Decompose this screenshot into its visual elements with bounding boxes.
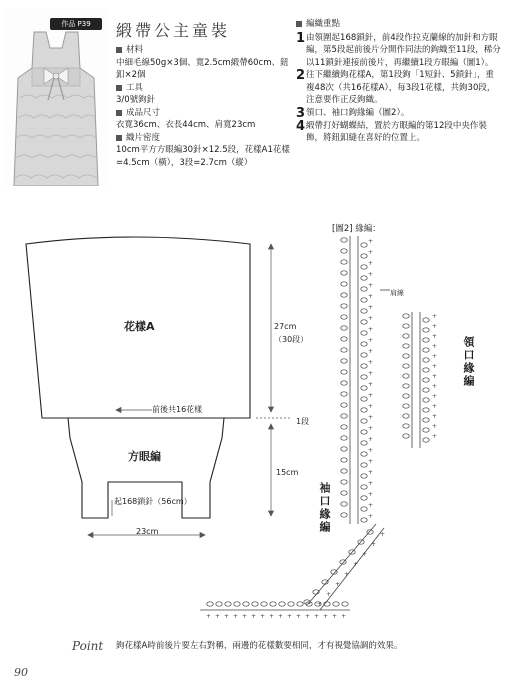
step-text: 由領圍起168鎖針，前4段作拉克蘭線的加針和方眼編，第5段起前後片分開作同法的鉤織至11段，稀分以11鎖針連接前後片，再繼續1段方眼編（圖1）。 <box>306 32 501 68</box>
stitch-mark: + <box>368 436 374 443</box>
stitch-loop <box>403 424 409 428</box>
stitch-mark: + <box>344 571 350 578</box>
stitch-loop <box>361 276 367 280</box>
page-number: 90 <box>14 666 28 679</box>
stitch-loop <box>234 602 240 606</box>
stitch-mark: + <box>432 333 438 340</box>
stitch-loop <box>361 364 367 368</box>
stitch-mark: + <box>432 343 438 350</box>
stitch-loop <box>341 282 347 286</box>
stitch-loop <box>403 434 409 438</box>
fig2-label: [圖2] 緣編： <box>332 224 381 234</box>
stitch-loop <box>341 370 347 374</box>
stitch-loop <box>341 425 347 429</box>
stitch-mark: + <box>432 393 438 400</box>
stitch-mark: + <box>368 491 374 498</box>
stitch-loop <box>342 602 348 606</box>
stitch-loop <box>403 334 409 338</box>
stitch-mark: + <box>368 304 374 311</box>
one-row-label: 1段 <box>296 417 310 426</box>
step-text: 緞帶打好蝴蝶結，置於方眼編的第12段中央作裝飾，將鈕釦縫在喜好的位置上。 <box>306 120 487 143</box>
stitch-mark: + <box>233 613 239 620</box>
stitch-mark: + <box>353 561 359 568</box>
stitch-mark: + <box>368 381 374 388</box>
stitch-mark: + <box>371 541 377 548</box>
method-step <box>296 32 502 70</box>
stitch-mark: + <box>432 403 438 410</box>
stitch-loop <box>341 337 347 341</box>
spec-body-gauge: 10cm平方方眼編30針×12.5段，花樣A1花樣=4.5cm（橫），3段=2.7cm（縱） <box>116 145 290 168</box>
stitch-loop <box>216 602 222 606</box>
stitch-mark: + <box>368 403 374 410</box>
stitch-loop <box>361 298 367 302</box>
stitch-loop <box>341 359 347 363</box>
stitch-loop <box>341 491 347 495</box>
stitch-loop <box>423 368 429 372</box>
stitch-loop <box>361 397 367 401</box>
stitch-loop <box>341 238 347 242</box>
stitch-loop <box>341 436 347 440</box>
stitch-loop <box>361 353 367 357</box>
stitch-loop <box>403 404 409 408</box>
stitch-loop <box>243 602 249 606</box>
stitch-loop <box>361 485 367 489</box>
stitch-mark: + <box>368 260 374 267</box>
stitch-loop <box>361 254 367 258</box>
stitch-loop <box>341 260 347 264</box>
stitch-mark: + <box>368 282 374 289</box>
stitch-loop <box>341 249 347 253</box>
stitch-mark: + <box>323 613 329 620</box>
width-label: 23cm <box>136 527 159 536</box>
stitch-mark: + <box>335 581 341 588</box>
stitch-mark: + <box>368 315 374 322</box>
stitch-loop <box>341 447 347 451</box>
stitch-loop <box>403 324 409 328</box>
stitch-loop <box>341 326 347 330</box>
stitch-loop <box>341 293 347 297</box>
stitch-mark: + <box>317 601 323 608</box>
stitch-mark: + <box>368 359 374 366</box>
stitch-mark: + <box>432 323 438 330</box>
method-head: 編織重點 <box>296 18 502 31</box>
stitch-loop <box>341 480 347 484</box>
spec-head-size: 成品尺寸 <box>116 107 296 120</box>
stitch-loop <box>403 364 409 368</box>
stitch-loop <box>361 496 367 500</box>
stitch-loop <box>261 602 267 606</box>
method-step <box>296 120 502 145</box>
stitch-loop <box>333 602 339 606</box>
stitch-loop <box>341 414 347 418</box>
stitch-mark: + <box>368 326 374 333</box>
stitch-loop <box>403 344 409 348</box>
dress-photo-illustration <box>4 8 108 186</box>
spec-body-tool: 3/0號鉤針 <box>116 95 156 105</box>
stitch-loop <box>341 403 347 407</box>
point-label: Point <box>72 639 104 653</box>
method-step <box>296 69 502 107</box>
spec-list <box>116 44 296 169</box>
stitch-mark: + <box>368 414 374 421</box>
stitch-mark: + <box>368 447 374 454</box>
stitch-loop <box>361 287 367 291</box>
stitch-loop <box>361 430 367 434</box>
stitch-mark: + <box>341 613 347 620</box>
stitch-loop <box>403 414 409 418</box>
stitch-mark: + <box>296 613 302 620</box>
stitch-mark: + <box>432 313 438 320</box>
filet-label: 方眼編 <box>128 450 161 463</box>
stitch-loop <box>361 320 367 324</box>
method-step <box>296 107 502 120</box>
stitch-mark: + <box>368 348 374 355</box>
stitch-loop <box>252 602 258 606</box>
step-text: 領口、袖口鉤緣編（圖2）。 <box>306 107 410 118</box>
stitch-mark: + <box>368 469 374 476</box>
stitch-mark: + <box>368 370 374 377</box>
stitch-loop <box>361 419 367 423</box>
stitch-loop <box>361 408 367 412</box>
spec-head-gauge: 織片密度 <box>116 132 296 145</box>
stitch-loop <box>225 602 231 606</box>
step-number: 4 <box>296 118 306 134</box>
stitch-mark: + <box>362 551 368 558</box>
work-number-badge: 作品 P39 <box>50 18 102 30</box>
stitch-loop <box>361 331 367 335</box>
stitch-mark: + <box>432 363 438 370</box>
page-title: 緞帶公主童裝 <box>116 21 231 40</box>
stitch-loop <box>423 348 429 352</box>
stitch-mark: + <box>287 613 293 620</box>
stitch-mark: + <box>314 613 320 620</box>
stitch-mark: + <box>332 613 338 620</box>
point-text: 鉤花樣A時前後片要左右對稱，兩邊的花樣數要相同，才有視覺協調的效果。 <box>116 641 403 651</box>
step-number: 3 <box>296 105 306 121</box>
stitch-mark: + <box>432 373 438 380</box>
stitch-loop <box>341 304 347 308</box>
stitch-mark: + <box>368 238 374 245</box>
stitch-loop <box>270 602 276 606</box>
stitch-mark: + <box>368 271 374 278</box>
height-a-label: 27cm <box>274 322 297 331</box>
rows-a-label: （30段） <box>274 335 309 344</box>
stitch-mark: + <box>432 353 438 360</box>
stitch-loop <box>361 342 367 346</box>
stitch-loop <box>341 381 347 385</box>
stitch-loop <box>361 452 367 456</box>
step-number: 1 <box>296 30 306 46</box>
stitch-loop <box>361 474 367 478</box>
stitch-loop <box>361 265 367 269</box>
stitch-loop <box>341 271 347 275</box>
step-text: 往下繼續鉤花樣A，第1段鉤「1短針、5鎖針」，重複48次（共16花樣A），每3段1花樣，共鉤30段，注意要作正反鉤織。 <box>306 70 496 105</box>
stitch-loop <box>423 418 429 422</box>
stitch-loop <box>361 243 367 247</box>
stitch-loop <box>403 354 409 358</box>
stitch-mark: + <box>368 249 374 256</box>
stitch-mark: + <box>269 613 275 620</box>
stitch-loop <box>361 441 367 445</box>
spec-body-material: 中細毛線50g×3個、寬2.5cm緞帶60cm、鈕釦×2個 <box>116 57 289 80</box>
stitch-loop <box>361 507 367 511</box>
stitch-loop <box>423 358 429 362</box>
front-back-label: 前後共16花樣 <box>152 405 203 414</box>
stitch-loop <box>341 348 347 352</box>
stitch-loop <box>288 602 294 606</box>
stitch-loop <box>341 513 347 517</box>
stitch-loop <box>207 602 213 606</box>
stitch-mark: + <box>224 613 230 620</box>
stitch-loop <box>403 394 409 398</box>
stitch-loop <box>423 378 429 382</box>
stitch-loop <box>361 309 367 313</box>
stitch-loop <box>341 458 347 462</box>
stitch-loop <box>361 518 367 522</box>
stitch-mark: + <box>432 433 438 440</box>
stitch-mark: + <box>368 337 374 344</box>
stitch-loop <box>341 469 347 473</box>
stitch-loop <box>403 384 409 388</box>
stitch-mark: + <box>215 613 221 620</box>
stitch-mark: + <box>305 613 311 620</box>
sleeve-edging-label: 袖口緣編 <box>318 482 331 534</box>
stitch-mark: + <box>432 423 438 430</box>
stitch-loop <box>340 560 346 564</box>
spec-head-material: 材料 <box>116 44 296 57</box>
shoulder-label: 肩線 <box>390 289 404 297</box>
stitch-loop <box>361 386 367 390</box>
pattern-a-label: 花樣A <box>124 320 155 333</box>
stitch-loop <box>341 502 347 506</box>
stitch-mark: + <box>432 383 438 390</box>
stitch-mark: + <box>368 513 374 520</box>
stitch-mark: + <box>432 413 438 420</box>
spec-body-size: 衣寬36cm、衣長44cm、肩寬23cm <box>116 120 256 130</box>
spec-head-tool: 工具 <box>116 82 296 95</box>
stitch-mark: + <box>368 458 374 465</box>
stitch-mark: + <box>368 293 374 300</box>
stitch-mark: + <box>326 591 332 598</box>
edging-chart <box>180 232 480 628</box>
stitch-mark: + <box>368 502 374 509</box>
stitch-loop <box>341 392 347 396</box>
stitch-mark: + <box>242 613 248 620</box>
stitch-mark: + <box>251 613 257 620</box>
stitch-mark: + <box>368 392 374 399</box>
stitch-loop <box>341 315 347 319</box>
stitch-loop <box>403 374 409 378</box>
stitch-mark: + <box>260 613 266 620</box>
stitch-loop <box>423 338 429 342</box>
stitch-loop <box>361 375 367 379</box>
stitch-loop <box>297 602 303 606</box>
stitch-loop <box>423 438 429 442</box>
stitch-loop <box>423 328 429 332</box>
stitch-loop <box>423 398 429 402</box>
stitch-loop <box>423 318 429 322</box>
neck-edging-label: 領口緣編 <box>462 336 475 388</box>
stitch-mark: + <box>368 480 374 487</box>
start-chain-label: 起168鎖針（56cm） <box>114 497 192 506</box>
stitch-loop <box>361 463 367 467</box>
stitch-loop <box>423 428 429 432</box>
step-number: 2 <box>296 68 306 83</box>
height-b-label: 15cm <box>276 468 299 477</box>
stitch-mark: + <box>206 613 212 620</box>
stitch-loop <box>423 388 429 392</box>
stitch-loop <box>423 408 429 412</box>
stitch-loop <box>279 602 285 606</box>
stitch-mark: + <box>380 531 386 538</box>
stitch-mark: + <box>278 613 284 620</box>
stitch-mark: + <box>368 425 374 432</box>
product-photo <box>4 8 108 186</box>
stitch-loop <box>403 314 409 318</box>
method-section <box>296 18 502 145</box>
